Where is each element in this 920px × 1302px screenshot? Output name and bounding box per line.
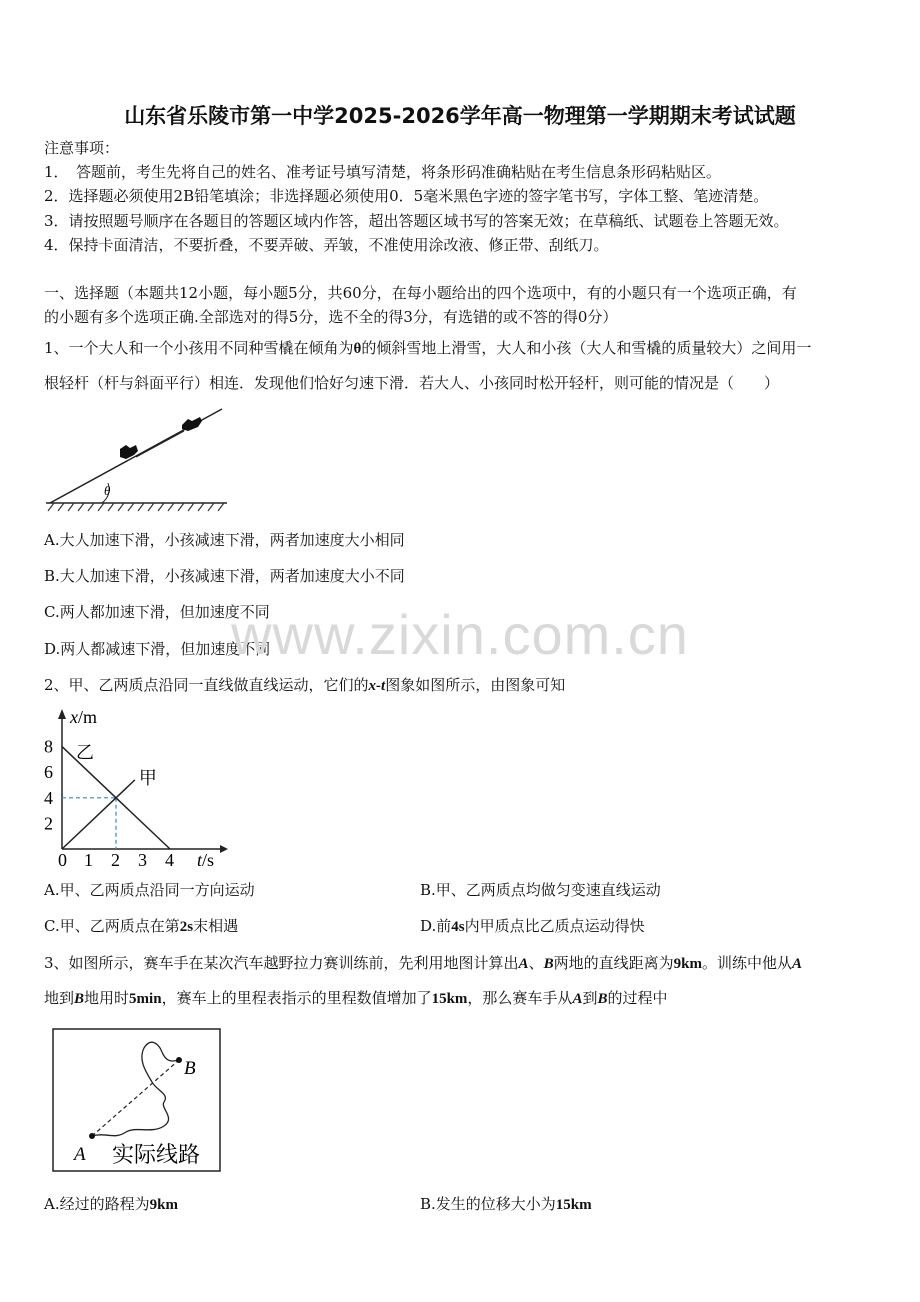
q1-stem-line1: 1、一个大人和一个小孩用不同种雪橇在倾角为θ的倾斜雪地上滑雪，大人和小孩（大人和雪橇的质量较大）之间用一 (44, 339, 812, 357)
option-d: D.两人都减速下滑，但加速度不同 (44, 640, 271, 658)
x-tick-label: 4 (165, 850, 174, 870)
q3-stem-line2: 地到B地用时5min，赛车上的里程表指示的里程数值增加了15km，那么赛车手从A到B的过程中 (44, 989, 668, 1007)
option-c: C.甲、乙两质点在第2s末相遇 (44, 917, 239, 935)
y-tick-label: 2 (44, 813, 53, 834)
option-a: A.大人加速下滑，小孩减速下滑，两者加速度大小相同 (44, 531, 405, 549)
watermark: www.zixin.com.cn (231, 603, 689, 666)
notice-item: 4．保持卡面清洁，不要折叠，不要弄破、弄皱，不准使用涂改液、修正带、刮纸刀。 (44, 236, 609, 254)
q1-slope-figure (42, 403, 232, 515)
x-axis-label: t/s (197, 850, 215, 870)
x-tick-label: 2 (111, 850, 120, 870)
y-axis-arrow (58, 709, 66, 719)
q1-stem-line2: 根轻杆（杆与斜面平行）相连．发现他们恰好匀速下滑．若大人、小孩同时松开轻杆，则可能的情况是（ ） (44, 374, 780, 392)
route-label: 实际线路 (112, 1143, 201, 1168)
series-line-jia (62, 780, 135, 849)
x-tick-label: 0 (58, 850, 67, 870)
q3-stem-line1: 3、如图所示，赛车手在某次汽车越野拉力赛训练前，先利用地图计算出A、B两地的直线距离为9km。训练中他从A (44, 954, 802, 972)
theta-label: θ (104, 483, 111, 498)
notice-item: 3．请按照题号顺序在各题目的答题区域内作答，超出答题区域书写的答案无效；在草稿纸、试题卷上答题无效。 (44, 212, 789, 230)
notice-item: 2．选择题必须使用2B铅笔填涂；非选择题必须使用0．5毫米黑色字迹的签字笔书写，字体工整、笔迹清楚。 (44, 187, 769, 205)
option-a: A.经过的路程为9km (44, 1195, 178, 1213)
section-heading: 一、选择题（本题共12小题，每小题5分，共60分，在每小题给出的四个选项中，有的小题只有一个选项正确，有 (44, 284, 797, 302)
x-tick-label: 1 (84, 850, 93, 870)
option-b: B.大人加速下滑，小孩减速下滑，两者加速度大小不同 (44, 567, 405, 585)
option-d: D.前4s内甲质点比乙质点运动得快 (420, 917, 645, 935)
y-tick-label: 6 (44, 762, 53, 783)
option-b: B.甲、乙两质点均做匀变速直线运动 (420, 881, 661, 899)
x-tick-label: 3 (138, 850, 147, 870)
notice-heading: 注意事项： (44, 139, 120, 157)
notice-item: 1． 答题前，考生先将自己的姓名、准考证号填写清楚，将条形码准确粘贴在考生信息条形码粘贴区。 (44, 163, 722, 181)
option-a: A.甲、乙两质点沿同一方向运动 (44, 881, 255, 899)
y-axis-label: x/m (70, 707, 98, 727)
option-c: C.两人都加速下滑，但加速度不同 (44, 603, 270, 621)
q2-stem: 2、甲、乙两质点沿同一直线做直线运动，它们的x-t图象如图所示，由图象可知 (44, 676, 566, 694)
option-b: B.发生的位移大小为15km (420, 1195, 592, 1213)
adult-sled-icon (182, 417, 202, 431)
series-label: 甲 (138, 767, 157, 789)
y-tick-label: 4 (44, 787, 53, 808)
page-title: 山东省乐陵市第一中学2025-2026学年高一物理第一学期期末考试试题 (124, 104, 796, 128)
point-b-label: B (184, 1058, 196, 1079)
section-heading-cont: 的小题有多个选项正确.全部选对的得5分，选不全的得3分，有选错的或不答的得0分） (44, 308, 618, 326)
point-a-label: A (74, 1144, 86, 1165)
y-tick-label: 8 (44, 736, 53, 757)
q3-route-figure (52, 1028, 222, 1174)
x-axis-arrow (220, 845, 228, 853)
theta-symbol: θ (353, 341, 362, 357)
xt-graph (40, 703, 240, 871)
series-label: 乙 (76, 742, 94, 764)
